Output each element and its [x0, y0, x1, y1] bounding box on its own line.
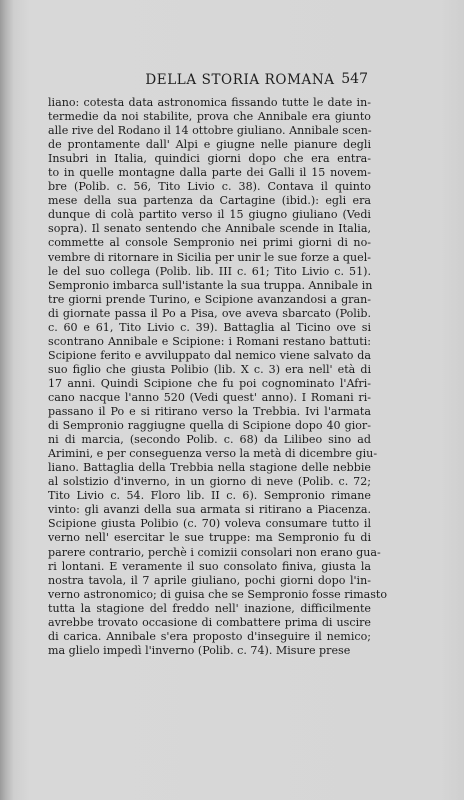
text-line: cano nacque l'anno 520 (Vedi quest' anno). I Romani ri-	[48, 390, 371, 404]
text-line: scontrano Annibale e Scipione: i Romani restano battuti:	[48, 334, 371, 348]
text-line: di Sempronio raggiugne quella di Scipione dopo 40 gior-	[48, 419, 371, 433]
text-line: di giornate passa il Po a Pisa, ove aveva sbarcato (Polib.	[48, 306, 371, 320]
text-line: Scipione ferito e avviluppato dal nemico viene salvato da	[48, 348, 371, 362]
text-line: mese della sua partenza da Cartagine (ibid.): egli era	[48, 194, 371, 208]
text-line: al solstizio d'inverno, in un giorno di neve (Polib. c. 72;	[48, 475, 371, 489]
text-line: liano. Battaglia della Trebbia nella stagione delle nebbie	[48, 461, 371, 475]
text-line: Scipione giusta Polibio (c. 70) voleva consumare tutto il	[48, 517, 371, 531]
text-line: tutta la stagione del freddo nell' inazione, difficilmente	[48, 601, 371, 615]
text-line: tre giorni prende Turino, e Scipione avanzandosi a gran-	[48, 292, 371, 306]
text-line: commette al console Sempronio nei primi giorni di no-	[48, 236, 371, 250]
text-line: avrebbe trovato occasione di combattere prima di uscire	[48, 615, 371, 629]
text-line: c. 60 e 61, Tito Livio c. 39). Battaglia al Ticino ove si	[48, 320, 371, 334]
text-line: vembre di ritornare in Sicilia per unir le sue forze a quel-	[48, 250, 371, 264]
text-line: ni di marcia, (secondo Polib. c. 68) da Lilibeo sino ad	[48, 433, 371, 447]
running-title: DELLA STORIA ROMANA	[145, 72, 335, 88]
text-line: liano: cotesta data astronomica fissando tutte le date in-	[48, 96, 371, 109]
text-line: to in quelle montagne dalla parte dei Galli il 15 novem-	[48, 166, 371, 180]
text-line: sopra). Il senato sentendo che Annibale scende in Italia,	[48, 222, 371, 236]
text-line: ma glielo impedì l'inverno (Polib. c. 74). Misure prese	[48, 643, 351, 657]
text-line: Arimini, e per conseguenza verso la metà di dicembre giu-	[48, 447, 378, 461]
text-line: nostra tavola, il 7 aprile giuliano, pochi giorni dopo l'in-	[48, 573, 371, 587]
text-line: suo figlio che giusta Polibio (lib. X c. 3) era nell' età di	[48, 362, 371, 376]
page-header	[0, 72, 464, 92]
text-line: termedie da noi stabilite, prova che Annibale era giunto	[48, 110, 371, 124]
text-line: di carica. Annibale s'era proposto d'inseguire il nemico;	[48, 629, 371, 643]
text-line: ri lontani. E veramente il suo consolato finiva, giusta la	[48, 559, 371, 573]
text-line: alle rive del Rodano il 14 ottobre giuliano. Annibale scen-	[48, 124, 372, 138]
text-line: passano il Po e si ritirano verso la Trebbia. Ivi l'armata	[48, 405, 371, 419]
text-line: dunque di colà partito verso il 15 giugno giuliano (Vedi	[48, 208, 371, 222]
text-line: Tito Livio c. 54. Floro lib. II c. 6). Sempronio rimane	[48, 489, 371, 503]
text-line: Insubri in Italia, quindici giorni dopo che era entra-	[48, 152, 371, 166]
text-line: verno astronomico; di guisa che se Sempronio fosse rimasto	[48, 587, 388, 601]
text-line: 17 anni. Quindi Scipione che fu poi cognominato l'Afri-	[48, 376, 371, 390]
text-line: le del suo collega (Polib. lib. III c. 61; Tito Livio c. 51).	[48, 264, 371, 278]
text-line: verno nell' esercitar le sue truppe: ma Sempronio fu di	[48, 531, 371, 545]
body-text	[48, 96, 388, 658]
text-line: de prontamente dall' Alpi e giugne nelle pianure degli	[48, 138, 371, 152]
text-line: vinto: gli avanzi della sua armata si ritirano a Piacenza.	[48, 503, 371, 517]
text-line: Sempronio imbarca sull'istante la sua truppa. Annibale in	[48, 278, 373, 292]
page-number: 547	[341, 71, 368, 87]
text-line: parere contrario, perchè i comizii consolari non erano gua-	[48, 545, 381, 559]
text-line: bre (Polib. c. 56, Tito Livio c. 38). Contava il quinto	[48, 180, 371, 194]
